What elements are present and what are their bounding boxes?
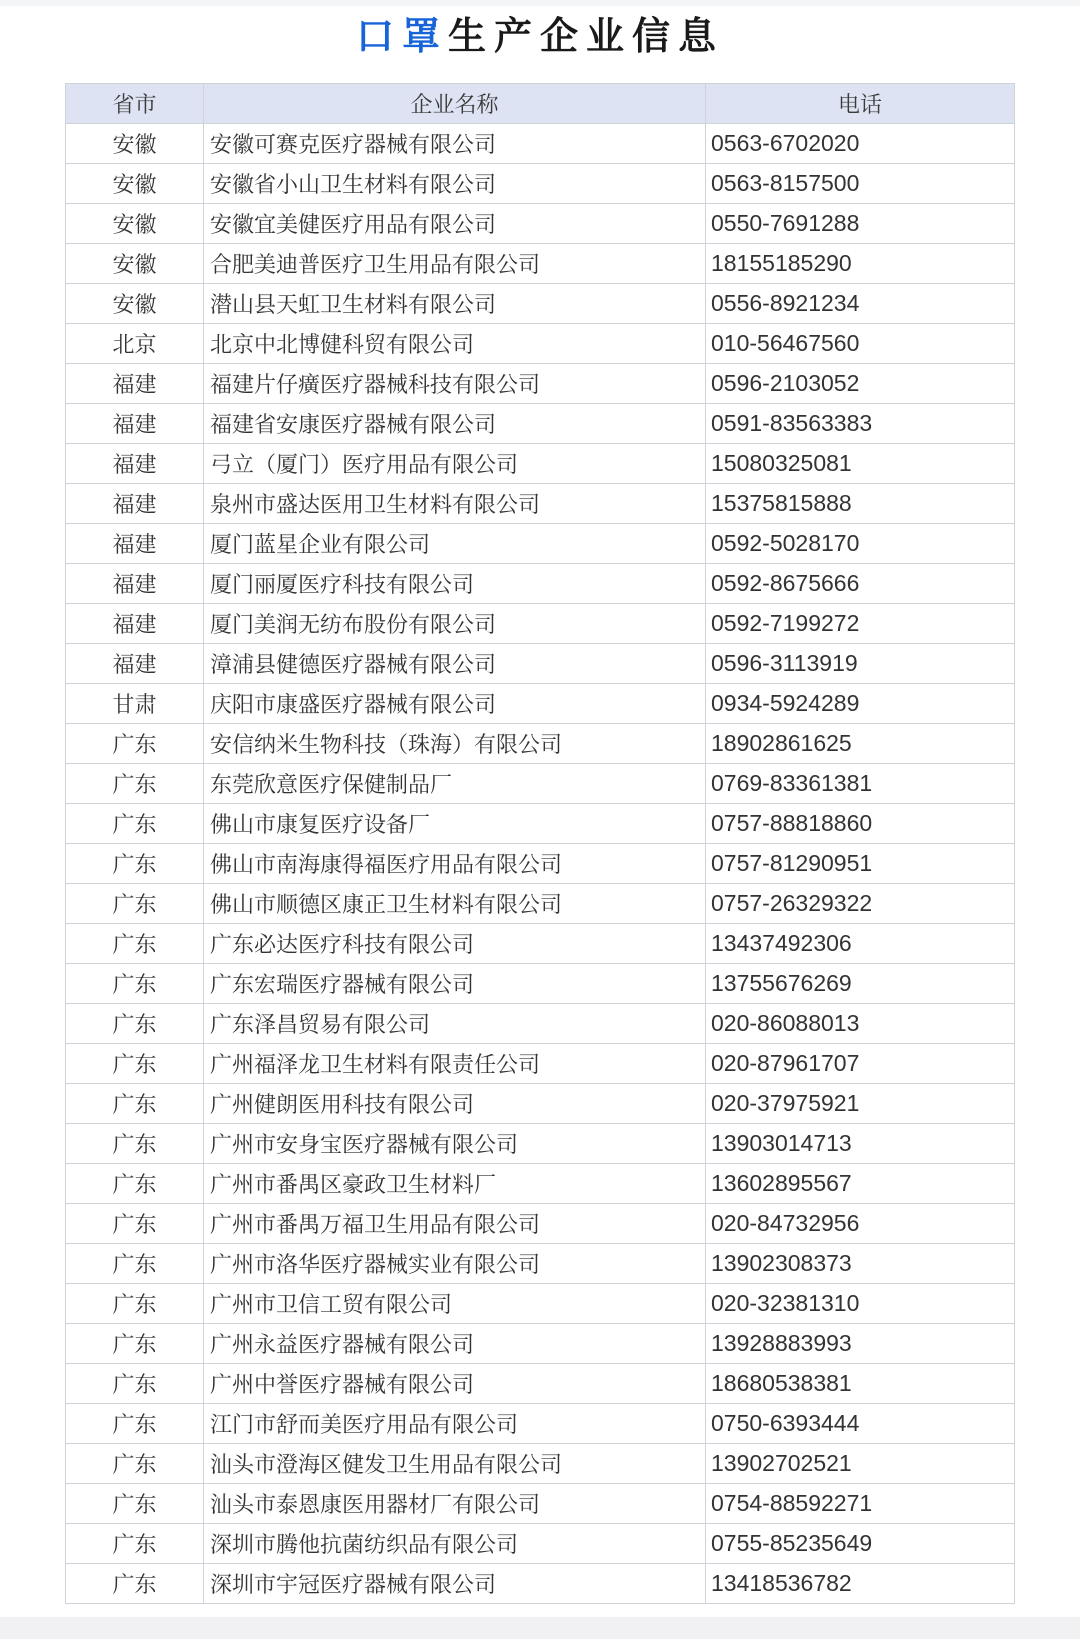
cell-company: 泉州市盛达医用卫生材料有限公司 (204, 484, 706, 524)
cell-company: 佛山市南海康得福医疗用品有限公司 (204, 844, 706, 884)
cell-phone: 0769-83361381 (706, 764, 1015, 804)
cell-phone: 0934-5924289 (706, 684, 1015, 724)
cell-province: 广东 (66, 1164, 204, 1204)
table-row (66, 204, 1015, 244)
table-row (66, 244, 1015, 284)
table-row (66, 884, 1015, 924)
cell-company: 合肥美迪普医疗卫生用品有限公司 (204, 244, 706, 284)
cell-phone: 15375815888 (706, 484, 1015, 524)
cell-company: 广州市洛华医疗器械实业有限公司 (204, 1244, 706, 1284)
cell-phone: 0563-6702020 (706, 124, 1015, 164)
cell-phone: 13437492306 (706, 924, 1015, 964)
cell-province: 甘肃 (66, 684, 204, 724)
cell-phone: 0563-8157500 (706, 164, 1015, 204)
cell-company: 安徽可赛克医疗器械有限公司 (204, 124, 706, 164)
top-strip (0, 0, 1080, 6)
cell-province: 福建 (66, 364, 204, 404)
table-row (66, 524, 1015, 564)
cell-province: 福建 (66, 404, 204, 444)
cell-phone: 0755-85235649 (706, 1524, 1015, 1564)
table-row (66, 324, 1015, 364)
table-row (66, 1044, 1015, 1084)
cell-phone: 13902308373 (706, 1244, 1015, 1284)
table-row (66, 284, 1015, 324)
cell-phone: 020-32381310 (706, 1284, 1015, 1324)
table-row (66, 644, 1015, 684)
cell-phone: 0592-8675666 (706, 564, 1015, 604)
cell-company: 深圳市宇冠医疗器械有限公司 (204, 1564, 706, 1604)
cell-phone: 0592-5028170 (706, 524, 1015, 564)
cell-province: 广东 (66, 1524, 204, 1564)
table-row (66, 724, 1015, 764)
cell-phone: 0596-2103052 (706, 364, 1015, 404)
cell-company: 北京中北博健科贸有限公司 (204, 324, 706, 364)
cell-company: 潜山县天虹卫生材料有限公司 (204, 284, 706, 324)
table-row (66, 404, 1015, 444)
cell-province: 广东 (66, 804, 204, 844)
table-row (66, 604, 1015, 644)
table-row (66, 804, 1015, 844)
cell-company: 福建省安康医疗器械有限公司 (204, 404, 706, 444)
cell-province: 广东 (66, 964, 204, 1004)
cell-province: 安徽 (66, 244, 204, 284)
cell-phone: 0550-7691288 (706, 204, 1015, 244)
cell-company: 深圳市腾他抗菌纺织品有限公司 (204, 1524, 706, 1564)
table-row (66, 1004, 1015, 1044)
cell-phone: 18155185290 (706, 244, 1015, 284)
cell-company: 庆阳市康盛医疗器械有限公司 (204, 684, 706, 724)
cell-province: 广东 (66, 1084, 204, 1124)
cell-province: 广东 (66, 1044, 204, 1084)
cell-phone: 0556-8921234 (706, 284, 1015, 324)
cell-province: 福建 (66, 564, 204, 604)
cell-company: 广州永益医疗器械有限公司 (204, 1324, 706, 1364)
page-title-highlight: 口罩 (355, 14, 448, 58)
cell-province: 福建 (66, 444, 204, 484)
table-row (66, 1284, 1015, 1324)
cell-province: 广东 (66, 844, 204, 884)
header-phone: 电话 (706, 84, 1015, 124)
cell-province: 安徽 (66, 164, 204, 204)
cell-phone: 18680538381 (706, 1364, 1015, 1404)
cell-company: 福建片仔癀医疗器械科技有限公司 (204, 364, 706, 404)
cell-phone: 020-37975921 (706, 1084, 1015, 1124)
cell-company: 佛山市顺德区康正卫生材料有限公司 (204, 884, 706, 924)
cell-province: 北京 (66, 324, 204, 364)
table-row (66, 364, 1015, 404)
bottom-bar (0, 1617, 1080, 1639)
cell-company: 江门市舒而美医疗用品有限公司 (204, 1404, 706, 1444)
cell-province: 广东 (66, 764, 204, 804)
cell-province: 安徽 (66, 124, 204, 164)
table-row (66, 1244, 1015, 1284)
company-table (65, 83, 1015, 1604)
table-body (66, 124, 1015, 1604)
table-row (66, 124, 1015, 164)
table-row (66, 164, 1015, 204)
cell-province: 广东 (66, 1244, 204, 1284)
cell-company: 安信纳米生物科技（珠海）有限公司 (204, 724, 706, 764)
cell-company: 广州市安身宝医疗器械有限公司 (204, 1124, 706, 1164)
table-row (66, 1484, 1015, 1524)
table-row (66, 444, 1015, 484)
cell-province: 广东 (66, 724, 204, 764)
cell-province: 安徽 (66, 284, 204, 324)
cell-company: 广州福泽龙卫生材料有限责任公司 (204, 1044, 706, 1084)
cell-company: 广州市卫信工贸有限公司 (204, 1284, 706, 1324)
cell-phone: 020-87961707 (706, 1044, 1015, 1084)
cell-company: 广东泽昌贸易有限公司 (204, 1004, 706, 1044)
table-row (66, 1524, 1015, 1564)
cell-province: 广东 (66, 1004, 204, 1044)
table-row (66, 1164, 1015, 1204)
cell-phone: 18902861625 (706, 724, 1015, 764)
table-row (66, 1084, 1015, 1124)
cell-province: 广东 (66, 1124, 204, 1164)
cell-province: 广东 (66, 1324, 204, 1364)
cell-company: 厦门美润无纺布股份有限公司 (204, 604, 706, 644)
cell-company: 厦门蓝星企业有限公司 (204, 524, 706, 564)
header-company: 企业名称 (204, 84, 706, 124)
table-row (66, 1204, 1015, 1244)
table-row (66, 764, 1015, 804)
table-row (66, 1124, 1015, 1164)
cell-company: 汕头市澄海区健发卫生用品有限公司 (204, 1444, 706, 1484)
cell-phone: 0592-7199272 (706, 604, 1015, 644)
cell-company: 广州市番禺万福卫生用品有限公司 (204, 1204, 706, 1244)
cell-company: 弓立（厦门）医疗用品有限公司 (204, 444, 706, 484)
cell-province: 广东 (66, 1404, 204, 1444)
cell-province: 广东 (66, 1564, 204, 1604)
cell-company: 漳浦县健德医疗器械有限公司 (204, 644, 706, 684)
cell-company: 厦门丽厦医疗科技有限公司 (204, 564, 706, 604)
table-row (66, 684, 1015, 724)
cell-company: 广东必达医疗科技有限公司 (204, 924, 706, 964)
table-row (66, 1564, 1015, 1604)
cell-phone: 0757-88818860 (706, 804, 1015, 844)
cell-province: 安徽 (66, 204, 204, 244)
table-row (66, 1404, 1015, 1444)
cell-phone: 13928883993 (706, 1324, 1015, 1364)
table-row (66, 844, 1015, 884)
cell-province: 广东 (66, 1204, 204, 1244)
page-title-rest: 生产企业信息 (448, 14, 725, 58)
cell-phone: 13902702521 (706, 1444, 1015, 1484)
cell-province: 福建 (66, 484, 204, 524)
table-row (66, 924, 1015, 964)
cell-province: 广东 (66, 924, 204, 964)
cell-company: 安徽省小山卫生材料有限公司 (204, 164, 706, 204)
cell-province: 广东 (66, 1444, 204, 1484)
table-row (66, 484, 1015, 524)
cell-phone: 010-56467560 (706, 324, 1015, 364)
cell-province: 福建 (66, 524, 204, 564)
table-row (66, 1324, 1015, 1364)
table-row (66, 964, 1015, 1004)
cell-phone: 13602895567 (706, 1164, 1015, 1204)
cell-phone: 0757-81290951 (706, 844, 1015, 884)
cell-province: 福建 (66, 644, 204, 684)
cell-company: 佛山市康复医疗设备厂 (204, 804, 706, 844)
cell-company: 汕头市泰恩康医用器材厂有限公司 (204, 1484, 706, 1524)
cell-province: 广东 (66, 884, 204, 924)
cell-phone: 0750-6393444 (706, 1404, 1015, 1444)
cell-company: 东莞欣意医疗保健制品厂 (204, 764, 706, 804)
cell-phone: 020-86088013 (706, 1004, 1015, 1044)
cell-company: 广州中誉医疗器械有限公司 (204, 1364, 706, 1404)
cell-phone: 13418536782 (706, 1564, 1015, 1604)
table-row (66, 1444, 1015, 1484)
cell-company: 广东宏瑞医疗器械有限公司 (204, 964, 706, 1004)
cell-phone: 0757-26329322 (706, 884, 1015, 924)
cell-province: 广东 (66, 1284, 204, 1324)
table-row (66, 1364, 1015, 1404)
cell-phone: 0591-83563383 (706, 404, 1015, 444)
cell-province: 广东 (66, 1364, 204, 1404)
cell-phone: 0596-3113919 (706, 644, 1015, 684)
header-province: 省市 (66, 84, 204, 124)
cell-company: 广州健朗医用科技有限公司 (204, 1084, 706, 1124)
cell-phone: 0754-88592271 (706, 1484, 1015, 1524)
cell-province: 广东 (66, 1484, 204, 1524)
cell-phone: 020-84732956 (706, 1204, 1015, 1244)
page-title (0, 12, 1080, 60)
table-row (66, 564, 1015, 604)
cell-company: 广州市番禺区豪政卫生材料厂 (204, 1164, 706, 1204)
cell-phone: 15080325081 (706, 444, 1015, 484)
cell-province: 福建 (66, 604, 204, 644)
table-header-row (66, 84, 1015, 124)
cell-phone: 13903014713 (706, 1124, 1015, 1164)
cell-company: 安徽宜美健医疗用品有限公司 (204, 204, 706, 244)
cell-phone: 13755676269 (706, 964, 1015, 1004)
